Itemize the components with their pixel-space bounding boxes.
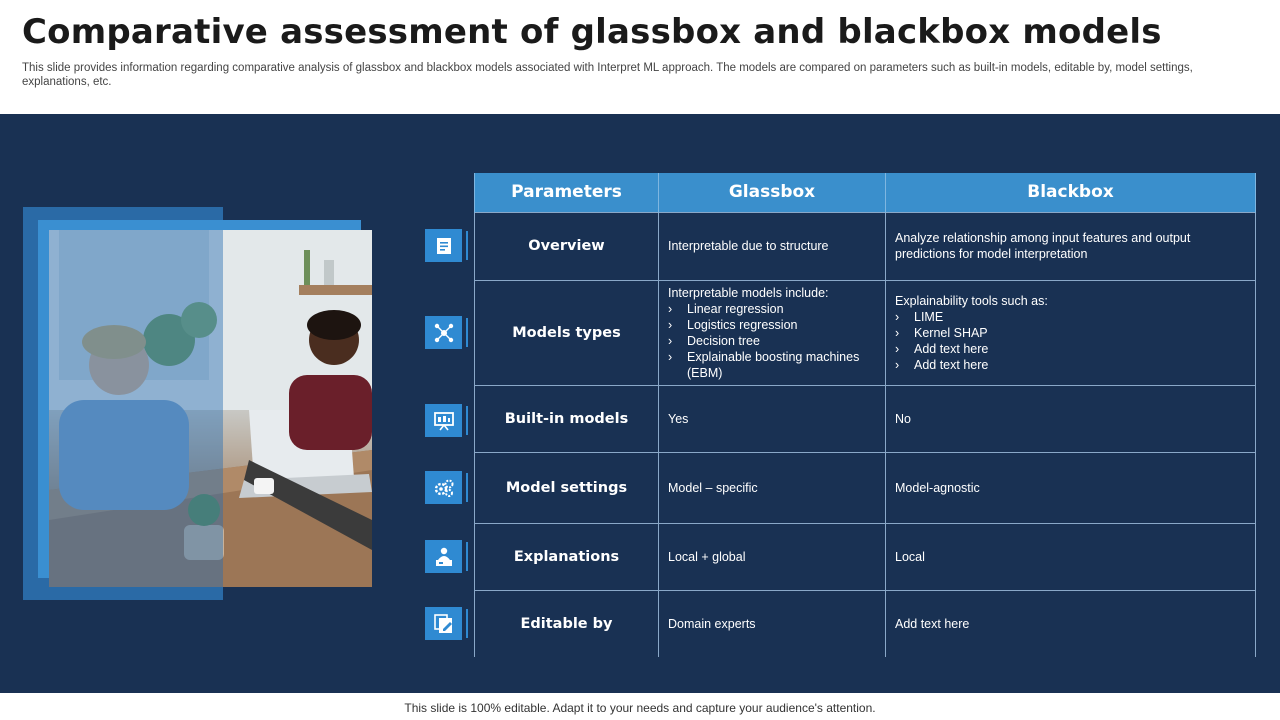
blackbox-cell: Local [886,523,1256,590]
blackbox-intro: Explainability tools such as: [895,293,1048,308]
document-icon [434,236,454,256]
glassbox-cell: Model – specific [659,452,886,523]
blackbox-cell: Add text here [886,590,1256,657]
comparison-table [474,173,1256,657]
header-glassbox: Glassbox [659,173,886,212]
footer-note: This slide is 100% editable. Adapt it to your needs and capture your audience's attention. [404,701,876,715]
presentation-board-icon [433,410,455,432]
param-cell: Model settings [475,452,659,523]
list-item: › Kernel SHAP [895,325,1246,341]
list-item: › Add text here [895,341,1246,357]
row-icon-built-in-models [425,404,462,437]
blackbox-cell: Analyze relationship among input features and output predictions for model interpretation [886,212,1256,280]
table-row [475,385,1256,452]
edit-documents-icon [433,613,455,635]
page-subtitle: This slide provides information regarding comparative analysis of glassbox and blackbox models associated with Interpret ML approach. The models are compared on parameters such as built-in models, editable by, model settings, explanations, etc. [22,62,1193,88]
network-icon [433,322,455,344]
photo-blue-overlay [49,230,223,587]
glassbox-cell: Yes [659,385,886,452]
header-parameters: Parameters [475,173,659,212]
glassbox-cell: Local + global [659,523,886,590]
list-item: › Explainable boosting machines (EBM) [668,349,876,381]
glassbox-cell: Domain experts [659,590,886,657]
table-row [475,452,1256,523]
table-row [475,523,1256,590]
param-cell: Built-in models [475,385,659,452]
blackbox-cell: Model-agnostic [886,452,1256,523]
glassbox-intro: Interpretable models include: [668,285,829,300]
page-title: Comparative assessment of glassbox and blackbox models [22,12,1162,52]
blackbox-cell: No [886,385,1256,452]
header-blackbox: Blackbox [886,173,1256,212]
param-cell: Models types [475,280,659,385]
blackbox-cell [886,280,1256,385]
row-icon-editable-by [425,607,462,640]
table-row [475,280,1256,385]
row-icon-overview [425,229,462,262]
person-at-desk-icon [433,546,455,568]
list-item: › Decision tree [668,333,876,349]
param-cell: Overview [475,212,659,280]
table-header-row [475,173,1256,212]
param-cell: Explanations [475,523,659,590]
row-icon-models-types [425,316,462,349]
glassbox-list [668,301,876,381]
table-row [475,212,1256,280]
row-icon-model-settings [425,471,462,504]
param-cell: Editable by [475,590,659,657]
list-item: › LIME [895,309,1246,325]
gears-icon [433,477,455,499]
list-item: › Add text here [895,357,1246,373]
team-meeting-photo [49,230,372,587]
table-row [475,590,1256,657]
list-item: › Logistics regression [668,317,876,333]
list-item: › Linear regression [668,301,876,317]
glassbox-cell: Interpretable due to structure [659,212,886,280]
glassbox-cell [659,280,886,385]
blackbox-list [895,309,1246,373]
row-icon-explanations [425,540,462,573]
